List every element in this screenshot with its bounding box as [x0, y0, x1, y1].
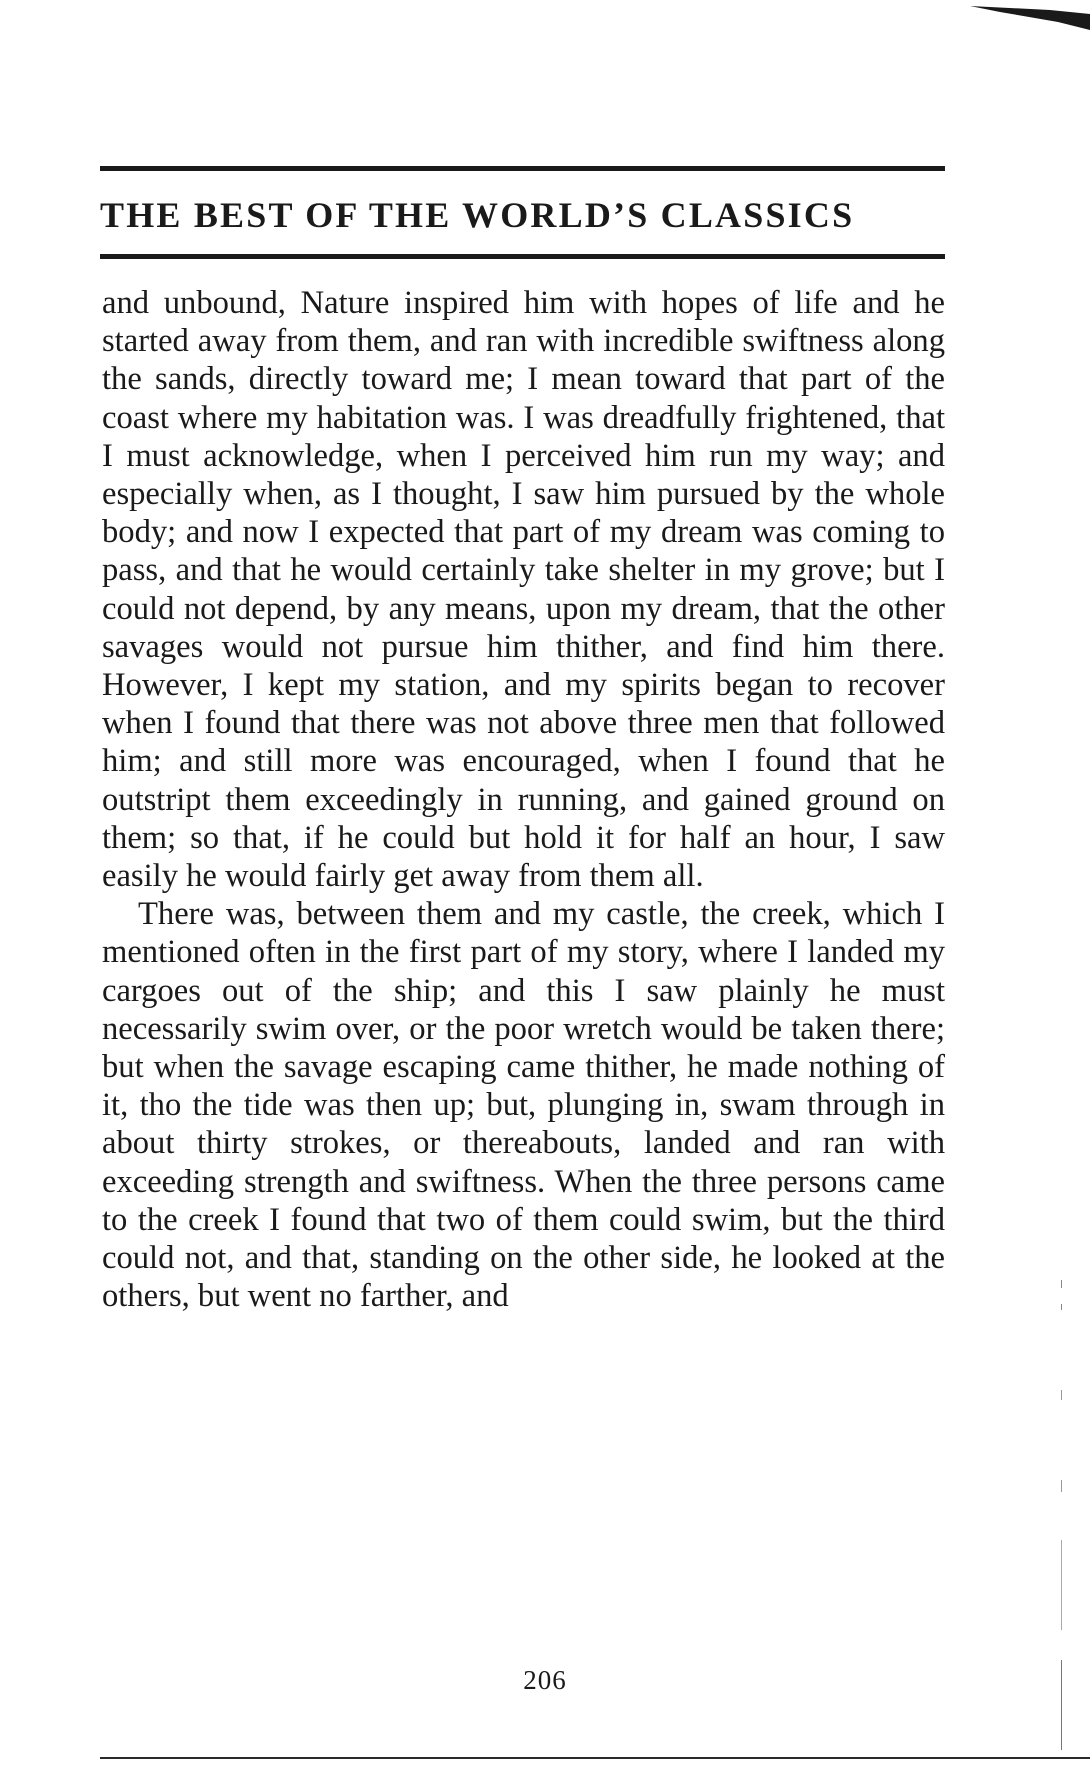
- paragraph-continued: and unbound, Nature inspired him with hopes of life and he started away from them, and ran with incredible swiftness along the sands, directly toward me; I mean toward that part of the coast where my habitation was. I was dreadfully frightened, that I must acknowledge, when I perceived him run my way; and especially when, as I thought, I saw him pursued by the whole body; and now I expected that part of my dream was coming to pass, and that he would certainly take shelter in my grove; but I could not depend, by any means, upon my dream, that the other savages would not pursue him thither, and find him there. However, I kept my station, and my spirits began to recover when I found that there was not above three men that followed him; and still more was encouraged, when I found that he outstript them exceedingly in running, and gained ground on them; so that, if he could but hold it for half an hour, I saw easily he would fairly get away from them all.: [102, 285, 945, 895]
- bottom-rule: [100, 1757, 1090, 1759]
- page-corner-mark: [940, 0, 1090, 40]
- header-bottom-rule: [100, 254, 945, 259]
- margin-specks: [1060, 1280, 1063, 1750]
- header-top-rule: [100, 166, 945, 171]
- running-header: THE BEST OF THE WORLD’S CLASSICS: [100, 195, 855, 235]
- page-number: 206: [523, 1665, 567, 1695]
- paragraph: There was, between them and my castle, the creek, which I mentioned often in the first part of my story, where I landed my cargoes out of the ship; and this I saw plainly he must necessarily swim over, or the poor wretch would be taken there; but when the savage escaping came thither, he made nothing of it, tho the tide was then up; but, plunging in, swam through in about thirty strokes, or thereabouts, landed and ran with exceeding strength and swiftness. When the three persons came to the creek I found that two of them could swim, but the third could not, and that, standing on the other side, he looked at the others, but went no farther, and: [102, 896, 945, 1315]
- body-text: [102, 284, 945, 1315]
